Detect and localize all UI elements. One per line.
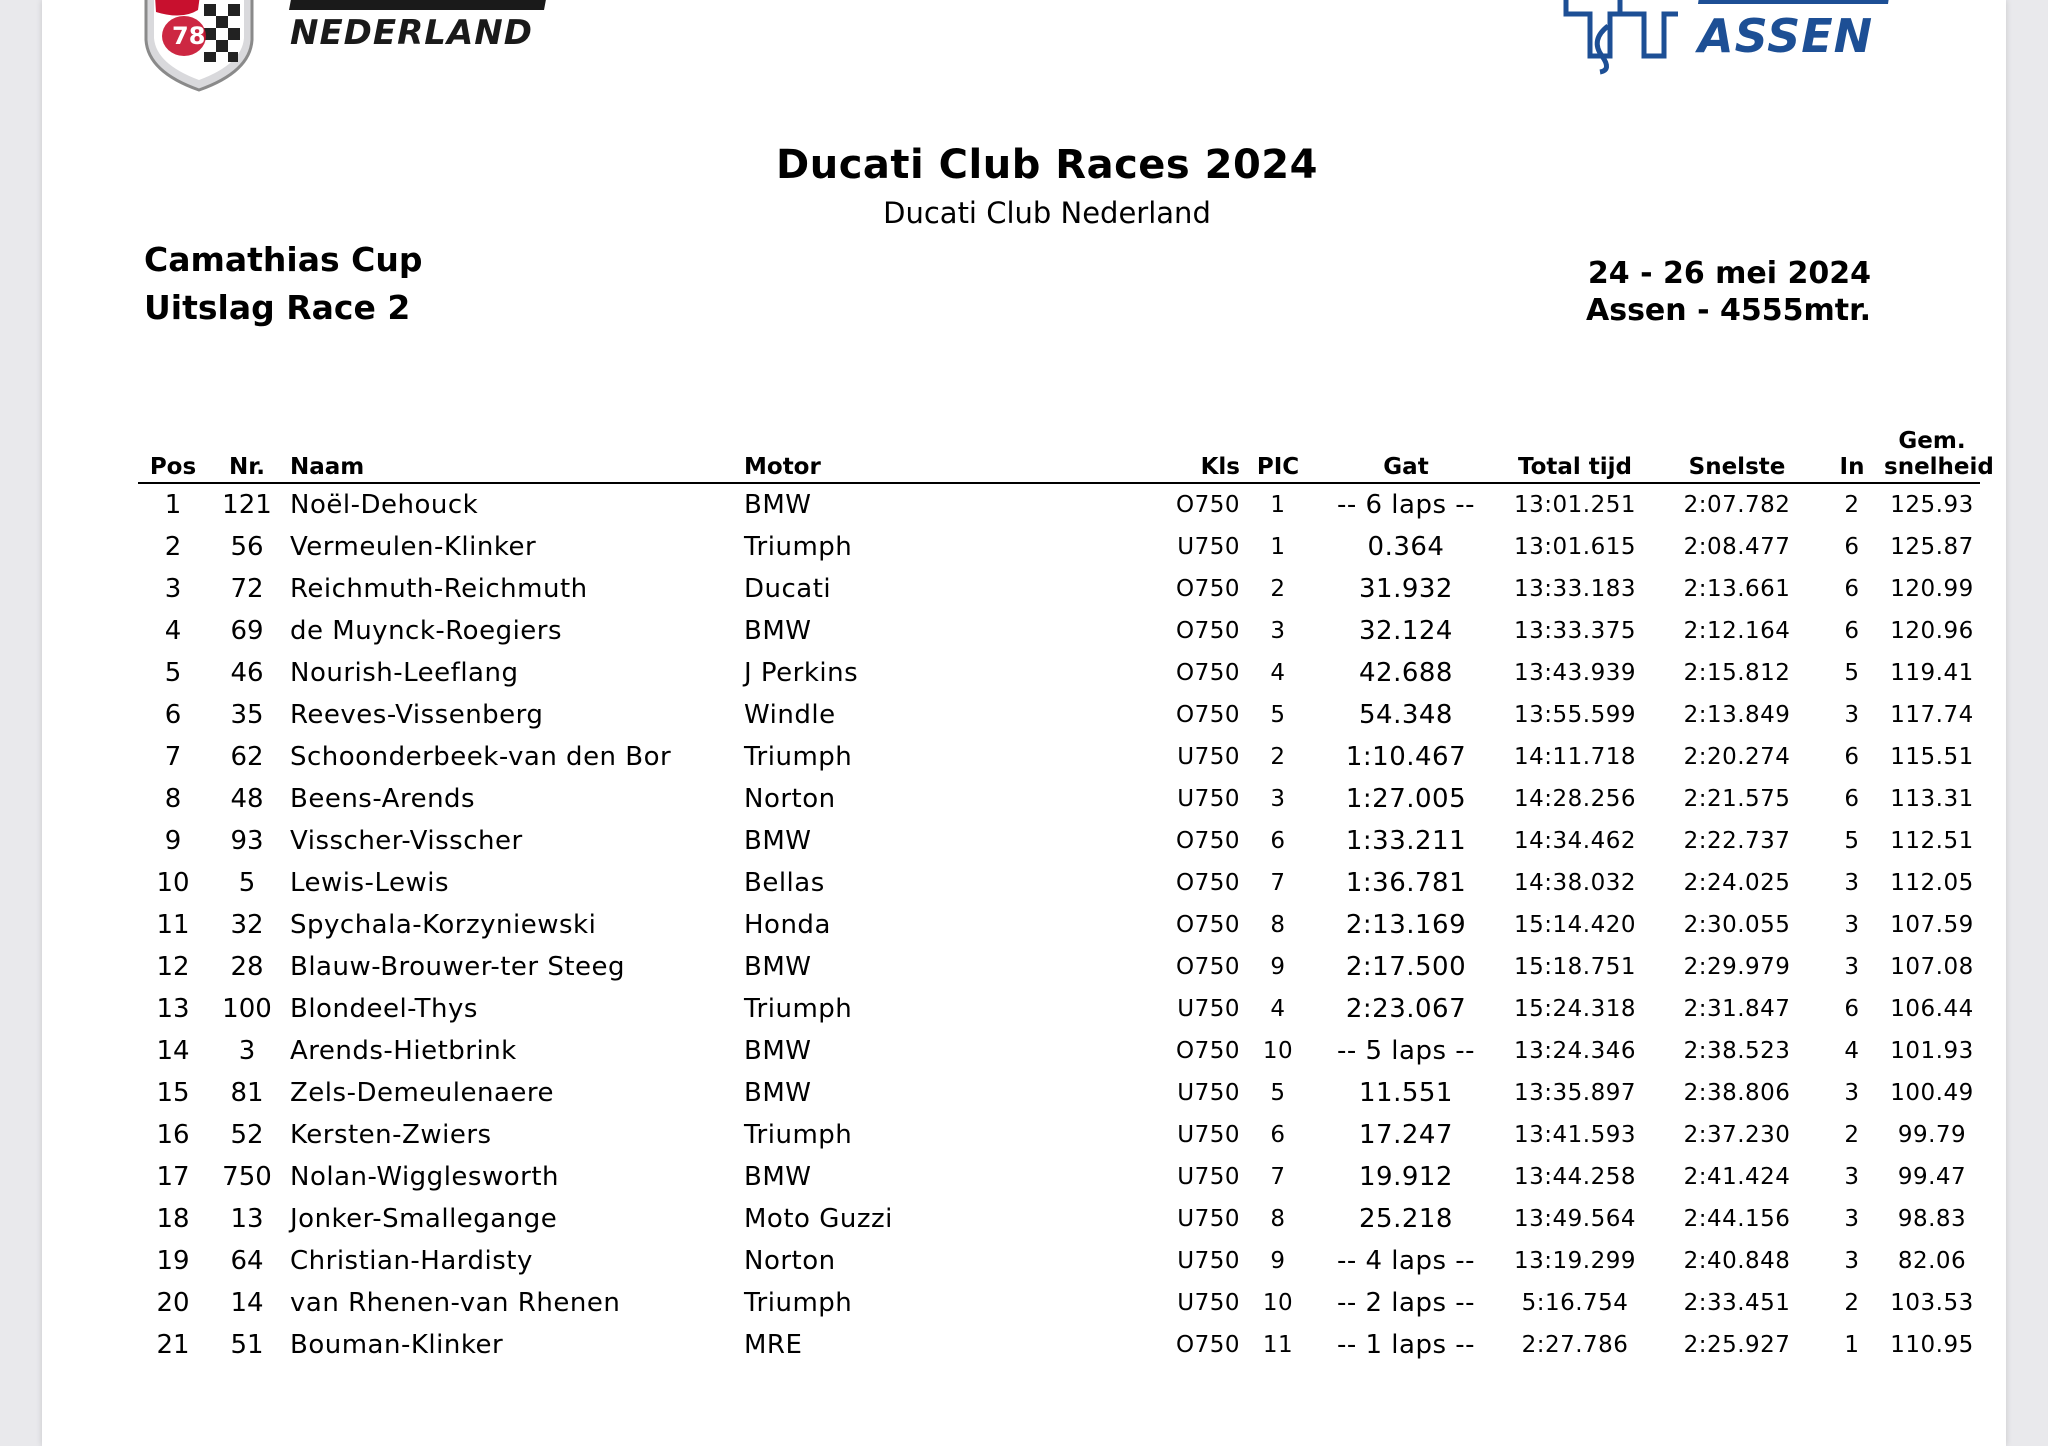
cell-nr: 56: [230, 532, 264, 562]
page-subtitle: Ducati Club Nederland: [883, 196, 1211, 230]
cell-motor: Honda: [744, 910, 831, 940]
cell-gem-snelheid: 112.05: [1890, 870, 1974, 896]
cell-pos: 10: [156, 868, 190, 898]
cell-gem-snelheid: 119.41: [1890, 660, 1974, 686]
cell-pic: 9: [1270, 954, 1286, 980]
cell-total-tijd: 15:24.318: [1514, 996, 1636, 1022]
cell-pic: 6: [1270, 1122, 1286, 1148]
table-row: [138, 1324, 1980, 1366]
cell-naam: Visscher-Visscher: [290, 826, 523, 856]
cell-total-tijd: 13:55.599: [1514, 702, 1636, 728]
cell-pos: 6: [164, 700, 182, 730]
cell-pic: 7: [1270, 1164, 1286, 1190]
cell-nr: 13: [230, 1204, 264, 1234]
cell-naam: Christian-Hardisty: [290, 1246, 533, 1276]
cell-motor: Triumph: [744, 742, 853, 772]
cell-gem-snelheid: 98.83: [1897, 1206, 1967, 1232]
cell-in: 3: [1844, 1164, 1860, 1190]
cell-gat: 2:23.067: [1345, 994, 1467, 1024]
cell-gat: -- 4 laps --: [1336, 1246, 1476, 1276]
col-header-gem-snelheid: [1884, 420, 1994, 483]
cell-snelste: 2:44.156: [1683, 1206, 1791, 1232]
cell-kls: U750: [1177, 1080, 1240, 1106]
cell-total-tijd: 2:27.786: [1521, 1332, 1629, 1358]
cell-gem-snelheid: 106.44: [1890, 996, 1974, 1022]
cell-in: 3: [1844, 702, 1860, 728]
table-row: [138, 1156, 1980, 1198]
cell-motor: BMW: [744, 952, 812, 982]
cell-gat: -- 6 laps --: [1336, 490, 1476, 520]
cell-snelste: 2:20.274: [1683, 744, 1791, 770]
col-header-gem-line1: Gem.: [1898, 428, 1966, 454]
cell-snelste: 2:38.806: [1683, 1080, 1791, 1106]
cell-total-tijd: 13:49.564: [1514, 1206, 1636, 1232]
cell-gem-snelheid: 82.06: [1897, 1248, 1967, 1274]
cell-pos: 13: [156, 994, 190, 1024]
cell-gat: 32.124: [1359, 616, 1453, 646]
cell-in: 5: [1844, 828, 1860, 854]
cell-total-tijd: 13:01.615: [1514, 534, 1636, 560]
cell-nr: 28: [230, 952, 264, 982]
cell-in: 6: [1844, 786, 1860, 812]
cell-kls: O750: [1175, 576, 1240, 602]
cell-nr: 51: [230, 1330, 264, 1360]
cell-total-tijd: 13:35.897: [1514, 1080, 1636, 1106]
logo-assen-wordmark: ASSEN: [1698, 9, 1874, 63]
table-header-row: [138, 420, 1980, 483]
cell-gat: -- 1 laps --: [1336, 1330, 1476, 1360]
cell-kls: U750: [1177, 1164, 1240, 1190]
cell-pic: 8: [1270, 912, 1286, 938]
col-header-snelste: Snelste: [1654, 420, 1820, 483]
cell-gat: 25.218: [1359, 1204, 1453, 1234]
cell-snelste: 2:15.812: [1683, 660, 1791, 686]
cell-naam: Nolan-Wigglesworth: [290, 1162, 559, 1192]
cell-gem-snelheid: 112.51: [1890, 828, 1974, 854]
cell-in: 2: [1844, 492, 1860, 518]
col-header-in: In: [1820, 420, 1884, 483]
cell-pic: 7: [1270, 870, 1286, 896]
cell-naam: Lewis-Lewis: [290, 868, 449, 898]
cell-kls: U750: [1177, 1122, 1240, 1148]
cell-gem-snelheid: 117.74: [1890, 702, 1974, 728]
cell-snelste: 2:12.164: [1683, 618, 1791, 644]
cell-total-tijd: 13:33.375: [1514, 618, 1636, 644]
cell-kls: O750: [1175, 954, 1240, 980]
table-row: [138, 1240, 1980, 1282]
ducati-club-logo: [142, 0, 582, 92]
logo-badge-number: 78: [172, 22, 206, 50]
cell-naam: Blauw-Brouwer-ter Steeg: [290, 952, 626, 982]
cell-gem-snelheid: 120.99: [1890, 576, 1974, 602]
cell-motor: Windle: [744, 700, 836, 730]
cell-in: 3: [1844, 870, 1860, 896]
cell-kls: U750: [1177, 744, 1240, 770]
cell-nr: 48: [230, 784, 264, 814]
tt-emblem-icon: [1566, 0, 1678, 72]
cell-pos: 17: [156, 1162, 190, 1192]
cell-snelste: 2:37.230: [1683, 1122, 1791, 1148]
table-row: [138, 820, 1980, 862]
cell-nr: 93: [230, 826, 264, 856]
cell-gem-snelheid: 120.96: [1890, 618, 1974, 644]
cell-gem-snelheid: 125.93: [1890, 492, 1974, 518]
cell-total-tijd: 14:28.256: [1514, 786, 1636, 812]
table-row: [138, 526, 1980, 568]
cell-in: 1: [1844, 1332, 1860, 1358]
logo-wordmark: NEDERLAND: [290, 13, 533, 53]
cell-pos: 5: [164, 658, 182, 688]
page-title: Ducati Club Races 2024: [776, 142, 1318, 188]
cell-pos: 12: [156, 952, 190, 982]
cell-snelste: 2:13.661: [1683, 576, 1791, 602]
cell-gem-snelheid: 101.93: [1890, 1038, 1974, 1064]
cell-gat: 1:10.467: [1345, 742, 1467, 772]
cell-kls: O750: [1175, 660, 1240, 686]
cell-pos: 11: [156, 910, 190, 940]
cell-naam: Bouman-Klinker: [290, 1330, 504, 1360]
cell-gem-snelheid: 125.87: [1890, 534, 1974, 560]
cell-pic: 3: [1270, 618, 1286, 644]
cell-naam: Jonker-Smallegange: [290, 1204, 558, 1234]
cell-in: 3: [1844, 954, 1860, 980]
cell-gem-snelheid: 103.53: [1890, 1290, 1974, 1316]
cell-gem-snelheid: 113.31: [1890, 786, 1974, 812]
cell-gem-snelheid: 99.47: [1897, 1164, 1967, 1190]
table-row: [138, 568, 1980, 610]
cell-motor: Norton: [744, 784, 836, 814]
cell-nr: 750: [222, 1162, 272, 1192]
cell-in: 6: [1844, 996, 1860, 1022]
cell-pos: 3: [164, 574, 182, 604]
cell-pos: 16: [156, 1120, 190, 1150]
cell-in: 5: [1844, 660, 1860, 686]
cell-snelste: 2:25.927: [1683, 1332, 1791, 1358]
cell-total-tijd: 13:43.939: [1514, 660, 1636, 686]
cell-total-tijd: 13:41.593: [1514, 1122, 1636, 1148]
race-name: Camathias Cup: [144, 240, 423, 279]
cell-snelste: 2:24.025: [1683, 870, 1791, 896]
cell-nr: 72: [230, 574, 264, 604]
cell-pos: 7: [164, 742, 182, 772]
cell-gem-snelheid: 110.95: [1890, 1332, 1974, 1358]
cell-kls: O750: [1175, 1332, 1240, 1358]
cell-in: 6: [1844, 744, 1860, 770]
cell-kls: O750: [1175, 912, 1240, 938]
cell-naam: van Rhenen-van Rhenen: [290, 1288, 621, 1318]
col-header-nr: Nr.: [208, 420, 286, 483]
cell-motor: BMW: [744, 490, 812, 520]
table-row: [138, 862, 1980, 904]
cell-total-tijd: 13:33.183: [1514, 576, 1636, 602]
cell-nr: 46: [230, 658, 264, 688]
cell-in: 6: [1844, 576, 1860, 602]
cell-kls: U750: [1177, 1290, 1240, 1316]
cell-snelste: 2:30.055: [1683, 912, 1791, 938]
cell-naam: Spychala-Korzyniewski: [290, 910, 597, 940]
cell-nr: 81: [230, 1078, 264, 1108]
cell-total-tijd: 15:18.751: [1514, 954, 1636, 980]
cell-pic: 5: [1270, 1080, 1286, 1106]
cell-total-tijd: 14:38.032: [1514, 870, 1636, 896]
table-row: [138, 694, 1980, 736]
cell-gat: -- 5 laps --: [1336, 1036, 1476, 1066]
cell-pos: 8: [164, 784, 182, 814]
race-result-label: Uitslag Race 2: [144, 288, 411, 327]
cell-gem-snelheid: 99.79: [1897, 1122, 1967, 1148]
cell-nr: 62: [230, 742, 264, 772]
cell-gat: 31.932: [1359, 574, 1453, 604]
cell-nr: 100: [222, 994, 272, 1024]
cell-naam: de Muynck-Roegiers: [290, 616, 563, 646]
cell-total-tijd: 14:11.718: [1514, 744, 1636, 770]
cell-naam: Schoonderbeek-van den Bor: [290, 742, 672, 772]
cell-total-tijd: 13:01.251: [1514, 492, 1636, 518]
cell-pic: 9: [1270, 1248, 1286, 1274]
cell-total-tijd: 5:16.754: [1521, 1290, 1629, 1316]
table-row: [138, 1030, 1980, 1072]
cell-gat: 1:36.781: [1345, 868, 1467, 898]
cell-snelste: 2:08.477: [1683, 534, 1791, 560]
cell-gat: 1:33.211: [1345, 826, 1467, 856]
cell-gat: 42.688: [1359, 658, 1453, 688]
cell-gat: 54.348: [1359, 700, 1453, 730]
cell-motor: J Perkins: [744, 658, 859, 688]
cell-total-tijd: 13:24.346: [1514, 1038, 1636, 1064]
event-date: 24 - 26 mei 2024: [1587, 256, 1871, 291]
cell-snelste: 2:22.737: [1683, 828, 1791, 854]
cell-nr: 5: [238, 868, 256, 898]
cell-gat: 19.912: [1359, 1162, 1453, 1192]
cell-motor: Triumph: [744, 1288, 853, 1318]
cell-snelste: 2:29.979: [1683, 954, 1791, 980]
table-row: [138, 652, 1980, 694]
cell-nr: 69: [230, 616, 264, 646]
cell-kls: U750: [1177, 1206, 1240, 1232]
cell-in: 2: [1844, 1122, 1860, 1148]
cell-naam: Reichmuth-Reichmuth: [290, 574, 588, 604]
cell-in: 3: [1844, 1080, 1860, 1106]
cell-pos: 18: [156, 1204, 190, 1234]
cell-naam: Blondeel-Thys: [290, 994, 478, 1024]
cell-pos: 21: [156, 1330, 190, 1360]
results-sheet: [42, 0, 2006, 1446]
cell-gat: -- 2 laps --: [1336, 1288, 1476, 1318]
col-header-motor: Motor: [744, 420, 1124, 483]
cell-pic: 3: [1270, 786, 1286, 812]
col-header-total-tijd: Total tijd: [1496, 420, 1654, 483]
cell-kls: U750: [1177, 786, 1240, 812]
cell-naam: Zels-Demeulenaere: [290, 1078, 555, 1108]
col-header-gem-line2: snelheid: [1884, 454, 1994, 480]
cell-pic: 6: [1270, 828, 1286, 854]
cell-in: 3: [1844, 1206, 1860, 1232]
cell-kls: U750: [1177, 996, 1240, 1022]
cell-gat: 0.364: [1367, 532, 1445, 562]
table-row: [138, 1072, 1980, 1114]
cell-gat: 2:13.169: [1345, 910, 1467, 940]
table-row: [138, 1114, 1980, 1156]
cell-pic: 5: [1270, 702, 1286, 728]
cell-total-tijd: 13:19.299: [1514, 1248, 1636, 1274]
table-row: [138, 1198, 1980, 1240]
cell-in: 6: [1844, 618, 1860, 644]
cell-pic: 10: [1262, 1038, 1294, 1064]
cell-in: 2: [1844, 1290, 1860, 1316]
cell-motor: Triumph: [744, 994, 853, 1024]
table-row: [138, 904, 1980, 946]
col-header-pic: PIC: [1240, 420, 1316, 483]
cell-nr: 52: [230, 1120, 264, 1150]
table-row: [138, 1282, 1980, 1324]
cell-naam: Kersten-Zwiers: [290, 1120, 492, 1150]
cell-total-tijd: 13:44.258: [1514, 1164, 1636, 1190]
cell-naam: Vermeulen-Klinker: [290, 532, 537, 562]
results-table: [138, 420, 1994, 1366]
cell-pos: 19: [156, 1246, 190, 1276]
cell-snelste: 2:40.848: [1683, 1248, 1791, 1274]
cell-kls: U750: [1177, 1248, 1240, 1274]
cell-pic: 4: [1270, 660, 1286, 686]
cell-pic: 1: [1270, 534, 1286, 560]
tt-circuit-assen-logo: [1560, 0, 1910, 76]
cell-motor: Moto Guzzi: [744, 1204, 893, 1234]
table-row: [138, 483, 1980, 526]
cell-nr: 3: [238, 1036, 256, 1066]
cell-naam: Reeves-Vissenberg: [290, 700, 544, 730]
table-row: [138, 736, 1980, 778]
cell-motor: Triumph: [744, 532, 853, 562]
cell-gat: 2:17.500: [1345, 952, 1467, 982]
cell-pos: 2: [164, 532, 182, 562]
cell-snelste: 2:31.847: [1683, 996, 1791, 1022]
cell-pos: 4: [164, 616, 182, 646]
table-row: [138, 610, 1980, 652]
cell-kls: O750: [1175, 492, 1240, 518]
cell-kls: O750: [1175, 702, 1240, 728]
cell-naam: Noël-Dehouck: [290, 490, 479, 520]
cell-gem-snelheid: 100.49: [1890, 1080, 1974, 1106]
cell-pos: 14: [156, 1036, 190, 1066]
cell-kls: O750: [1175, 1038, 1240, 1064]
cell-pos: 15: [156, 1078, 190, 1108]
cell-motor: BMW: [744, 1078, 812, 1108]
cell-nr: 32: [230, 910, 264, 940]
cell-naam: Beens-Arends: [290, 784, 476, 814]
cell-gat: 1:27.005: [1345, 784, 1467, 814]
cell-gem-snelheid: 107.08: [1890, 954, 1974, 980]
cell-pos: 9: [164, 826, 182, 856]
cell-gem-snelheid: 107.59: [1890, 912, 1974, 938]
table-row: [138, 988, 1980, 1030]
cell-motor: BMW: [744, 1162, 812, 1192]
table-row: [138, 946, 1980, 988]
cell-snelste: 2:13.849: [1683, 702, 1791, 728]
cell-motor: Bellas: [744, 868, 825, 898]
cell-pic: 2: [1270, 576, 1286, 602]
cell-pic: 1: [1270, 492, 1286, 518]
cell-gat: 11.551: [1359, 1078, 1453, 1108]
cell-naam: Arends-Hietbrink: [290, 1036, 517, 1066]
cell-motor: BMW: [744, 1036, 812, 1066]
cell-nr: 35: [230, 700, 264, 730]
cell-motor: Triumph: [744, 1120, 853, 1150]
col-header-kls: Kls: [1124, 420, 1240, 483]
cell-pic: 10: [1262, 1290, 1294, 1316]
cell-kls: O750: [1175, 618, 1240, 644]
cell-in: 3: [1844, 1248, 1860, 1274]
results-body: [138, 483, 1980, 1366]
event-venue: Assen - 4555mtr.: [1586, 293, 1871, 328]
cell-snelste: 2:38.523: [1683, 1038, 1791, 1064]
cell-pos: 1: [164, 490, 182, 520]
cell-snelste: 2:33.451: [1683, 1290, 1791, 1316]
cell-pic: 2: [1270, 744, 1286, 770]
table-row: [138, 778, 1980, 820]
col-header-gat: Gat: [1316, 420, 1496, 483]
cell-in: 4: [1844, 1038, 1860, 1064]
cell-snelste: 2:41.424: [1683, 1164, 1791, 1190]
cell-motor: Norton: [744, 1246, 836, 1276]
cell-gat: 17.247: [1359, 1120, 1453, 1150]
cell-pic: 4: [1270, 996, 1286, 1022]
cell-motor: BMW: [744, 826, 812, 856]
cell-nr: 64: [230, 1246, 264, 1276]
cell-motor: MRE: [744, 1330, 803, 1360]
cell-nr: 14: [230, 1288, 264, 1318]
col-header-pos: Pos: [138, 420, 208, 483]
cell-kls: O750: [1175, 870, 1240, 896]
cell-motor: Ducati: [744, 574, 832, 604]
cell-total-tijd: 14:34.462: [1514, 828, 1636, 854]
cell-total-tijd: 15:14.420: [1514, 912, 1636, 938]
cell-pos: 20: [156, 1288, 190, 1318]
cell-gem-snelheid: 115.51: [1890, 744, 1974, 770]
cell-pic: 11: [1262, 1332, 1294, 1358]
cell-nr: 121: [222, 490, 272, 520]
col-header-naam: Naam: [286, 420, 744, 483]
cell-snelste: 2:21.575: [1683, 786, 1791, 812]
cell-in: 3: [1844, 912, 1860, 938]
cell-kls: O750: [1175, 828, 1240, 854]
cell-in: 6: [1844, 534, 1860, 560]
cell-kls: U750: [1177, 534, 1240, 560]
cell-snelste: 2:07.782: [1683, 492, 1791, 518]
cell-motor: BMW: [744, 616, 812, 646]
cell-naam: Nourish-Leeflang: [290, 658, 519, 688]
cell-pic: 8: [1270, 1206, 1286, 1232]
